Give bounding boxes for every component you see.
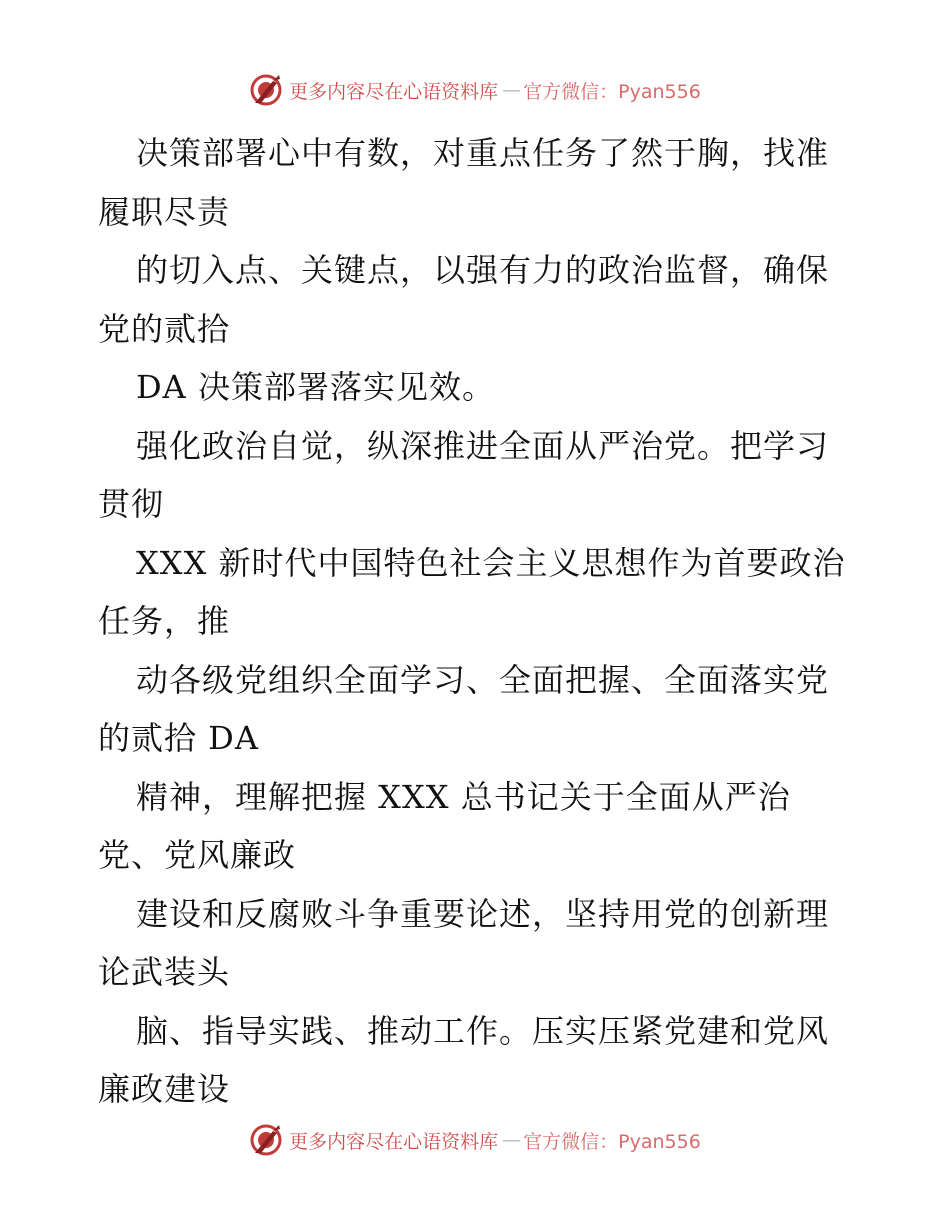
body-text-line: 动各级党组织全面学习、全面把握、全面落实党	[136, 660, 830, 699]
body-text-line: 论武装头	[98, 953, 231, 991]
body-text-line: 任务，推	[98, 602, 231, 640]
body-text-line: 的切入点、关键点，以强有力的政治监督，确保	[136, 251, 830, 289]
body-text-line: 履职尽责	[98, 192, 231, 231]
body-text-line: 决策部署心中有数，对重点任务了然于胸，找准	[136, 134, 830, 172]
header-contact: 官方微信：Pyan556	[523, 80, 701, 103]
footer-watermark-banner	[0, 1120, 950, 1160]
quill-seal-icon	[249, 1123, 283, 1157]
document-body	[98, 124, 858, 1119]
body-text-line: DA 决策部署落实见效。	[136, 368, 495, 406]
header-separator: —	[502, 79, 520, 101]
header-watermark-banner	[0, 70, 950, 110]
body-text-line: 贯彻	[98, 485, 165, 523]
body-text-line: 党的贰拾	[98, 309, 231, 348]
header-site-name: 更多内容尽在心语资料库	[289, 80, 499, 103]
footer-site-name: 更多内容尽在心语资料库	[289, 1130, 499, 1153]
body-text-line: 脑、指导实践、推动工作。压实压紧党建和党风	[136, 1011, 830, 1050]
body-text-line: XXX 新时代中国特色社会主义思想作为首要政治	[136, 543, 846, 582]
body-text-line: 的贰拾 DA	[98, 719, 259, 757]
body-text-line: 廉政建设	[98, 1070, 231, 1108]
body-text-line: 精神，理解把握 XXX 总书记关于全面从严治	[136, 777, 791, 816]
body-text-line: 建设和反腐败斗争重要论述，坚持用党的创新理	[136, 894, 830, 933]
footer-contact: 官方微信：Pyan556	[523, 1130, 701, 1153]
footer-separator: —	[502, 1129, 520, 1151]
body-text-line: 党、党风廉政	[98, 836, 297, 874]
quill-seal-icon	[249, 73, 283, 107]
body-text-line: 强化政治自觉，纵深推进全面从严治党。把学习	[136, 426, 830, 465]
